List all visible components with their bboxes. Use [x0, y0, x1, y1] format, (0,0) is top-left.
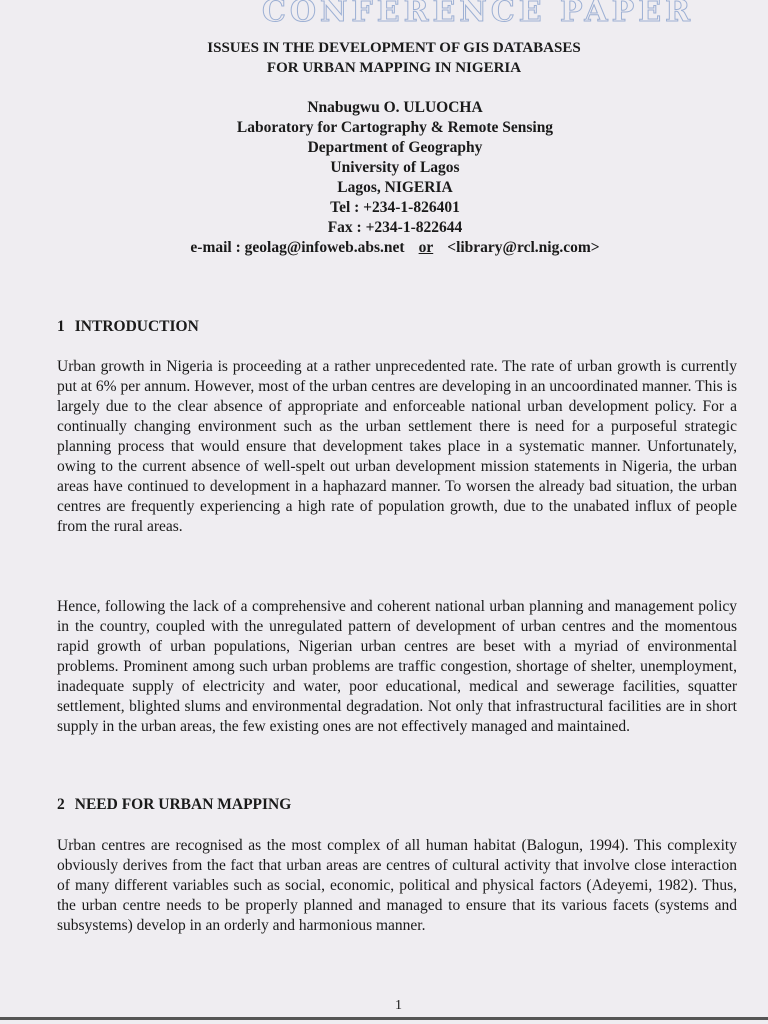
author-name: Nnabugwu O. ULUOCHA [307, 99, 483, 116]
author-email-1: e-mail : geolag@infoweb.abs.net [190, 239, 405, 256]
author-fax: Fax : +234-1-822644 [327, 219, 463, 236]
author-tel: Tel : +234-1-826401 [330, 199, 460, 216]
title-line-1: ISSUES IN THE DEVELOPMENT OF GIS DATABASES [207, 40, 581, 56]
title-line-2: FOR URBAN MAPPING IN NIGERIA [266, 60, 522, 76]
section-1-paragraph-1: Urban growth in Nigeria is proceeding at a rather unprecedented rate. The rate of urban growth is currently put at 6% per annum. However, most of the urban centres are developing in an uncoordinated manner. This is largely due to the clear absence of appropriate and enforceable national urban development policy. For a continually changing environment such as the urban settlement there is need for a purposeful strategic planning process that would ensure that development takes place in a systematic manner. Unfortunately, owing to the current absence of well-spelt out urban development mission statements in Nigeria, the urban areas have continued to development in a haphazard manner. To worsen the already bad situation, the urban centres are frequently experiencing a high rate of population growth, due to the unabated influx of people from the rural areas. [57, 358, 737, 535]
conference-paper-stamp: CONFERENCE PAPER [262, 0, 695, 29]
footer-rule [0, 1017, 768, 1020]
section-2-number: 2 [57, 796, 65, 813]
section-1-title: INTRODUCTION [74, 318, 199, 335]
author-email-2: <library@rcl.nig.com> [447, 239, 600, 256]
author-lab: Laboratory for Cartography & Remote Sensing [236, 119, 554, 136]
author-city: Lagos, NIGERIA [337, 179, 453, 196]
author-dept: Department of Geography [307, 139, 483, 156]
section-1-number: 1 [57, 318, 65, 335]
section-2-title: NEED FOR URBAN MAPPING [74, 796, 292, 813]
section-1-paragraph-2: Hence, following the lack of a comprehensive and coherent national urban planning and management policy in the country, coupled with the unregulated pattern of development of urban centres and the momentous rapid growth of urban populations, Nigerian urban centres are beset with a myriad of environmental problems. Prominent among such urban problems are traffic congestion, shortage of shelter, unemployment, inadequate supply of electricity and water, poor educational, medical and sewerage facilities, squatter settlement, blighted slums and environmental degradation. Not only that infrastructural facilities are in short supply in the urban areas, the few existing ones are not effectively managed and maintained. [57, 598, 737, 735]
email-or: or [418, 239, 434, 256]
page-number: 1 [395, 998, 402, 1013]
author-email-line [0, 238, 768, 258]
author-university: University of Lagos [330, 159, 460, 176]
section-1-heading [57, 318, 199, 336]
paper-title [0, 38, 768, 78]
author-block [0, 98, 768, 258]
section-2-heading [57, 796, 291, 814]
section-2-paragraph-1: Urban centres are recognised as the most complex of all human habitat (Balogun, 1994). This complexity obviously derives from the fact that urban areas are centres of cultural activity that involve close interaction of many different variables such as social, economic, political and physical factors (Adeyemi, 1982). Thus, the urban centre needs to be properly planned and managed to ensure that its various facets (systems and subsystems) develop in an orderly and harmonious manner. [57, 837, 737, 934]
